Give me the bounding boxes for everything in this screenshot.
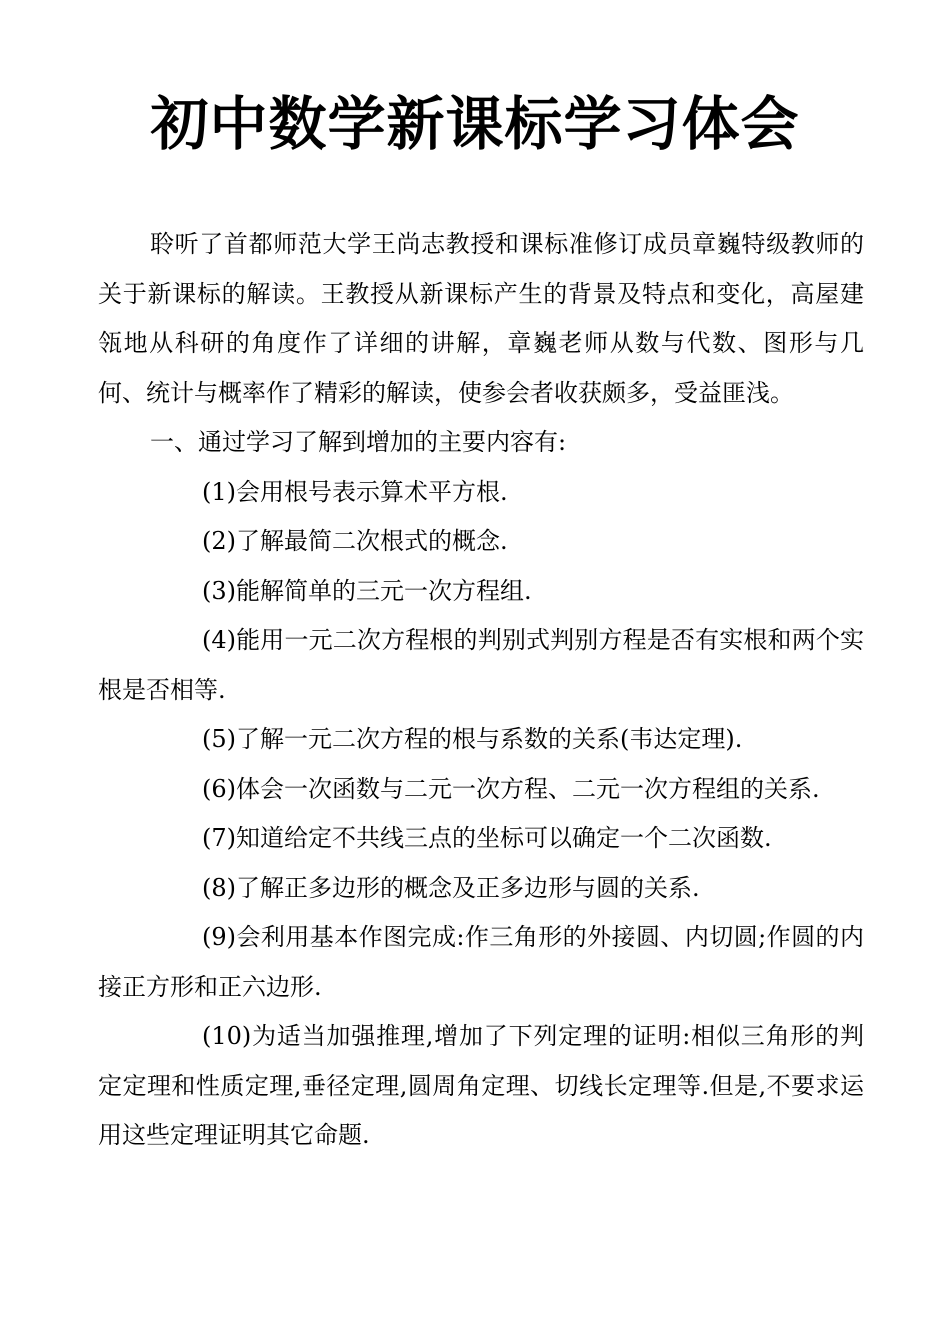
- item-text: 能解简单的三元一次方程组.: [236, 576, 532, 605]
- document-title: 初中数学新课标学习体会: [150, 90, 800, 158]
- list-item: [98, 567, 864, 617]
- list-item: [98, 765, 864, 815]
- item-number: (4): [202, 626, 236, 654]
- list-item: [98, 864, 864, 914]
- section-heading: 一、通过学习了解到增加的主要内容有:: [150, 428, 567, 456]
- list-item: [98, 468, 864, 518]
- item-number: (3): [202, 576, 236, 605]
- item-text: 会用根号表示算术平方根.: [236, 477, 508, 506]
- item-number: (6): [202, 774, 236, 803]
- document-body: [98, 220, 864, 1161]
- intro-paragraph: 聆听了首都师范大学王尚志教授和课标准修订成员章巍特级教师的关于新课标的解读。王教授从新课标产生的背景及特点和变化，高屋建瓴地从科研的角度作了详细的讲解，章巍老师从数与代数、图形与几何、统计与概率作了精彩的解读，使参会者收获颇多，受益匪浅。: [98, 230, 864, 407]
- item-number: (8): [202, 873, 236, 902]
- list-item: [98, 814, 864, 864]
- item-text: 为适当加强推理,增加了下列定理的证明:相似三角形的判定定理和性质定理,垂径定理,圆周角定理、切线长定理等.但是,不要求运用这些定理证明其它命题.: [98, 1022, 864, 1149]
- item-text: 会利用基本作图完成:作三角形的外接圆、内切圆;作圆的内接正方形和正六边形.: [98, 923, 864, 1001]
- list-item: [98, 616, 864, 715]
- list-item: [98, 715, 864, 765]
- item-text: 了解正多边形的概念及正多边形与圆的关系.: [236, 873, 700, 902]
- item-number: (5): [202, 725, 236, 753]
- item-text: 体会一次函数与二元一次方程、二元一次方程组的关系.: [236, 774, 820, 803]
- item-text: 了解一元二次方程的根与系数的关系(韦达定理).: [236, 725, 743, 753]
- list-item: [98, 517, 864, 567]
- item-text: 能用一元二次方程根的判别式判别方程是否有实根和两个实根是否相等.: [98, 626, 864, 704]
- item-number: (1): [202, 477, 236, 506]
- item-text: 知道给定不共线三点的坐标可以确定一个二次函数.: [236, 824, 772, 852]
- item-number: (9): [202, 923, 236, 951]
- item-number: (7): [202, 824, 236, 852]
- item-text: 了解最简二次根式的概念.: [236, 527, 508, 555]
- list-item: [98, 913, 864, 1012]
- list-item: [98, 1012, 864, 1161]
- item-number: (2): [202, 527, 236, 555]
- item-number: (10): [202, 1022, 252, 1050]
